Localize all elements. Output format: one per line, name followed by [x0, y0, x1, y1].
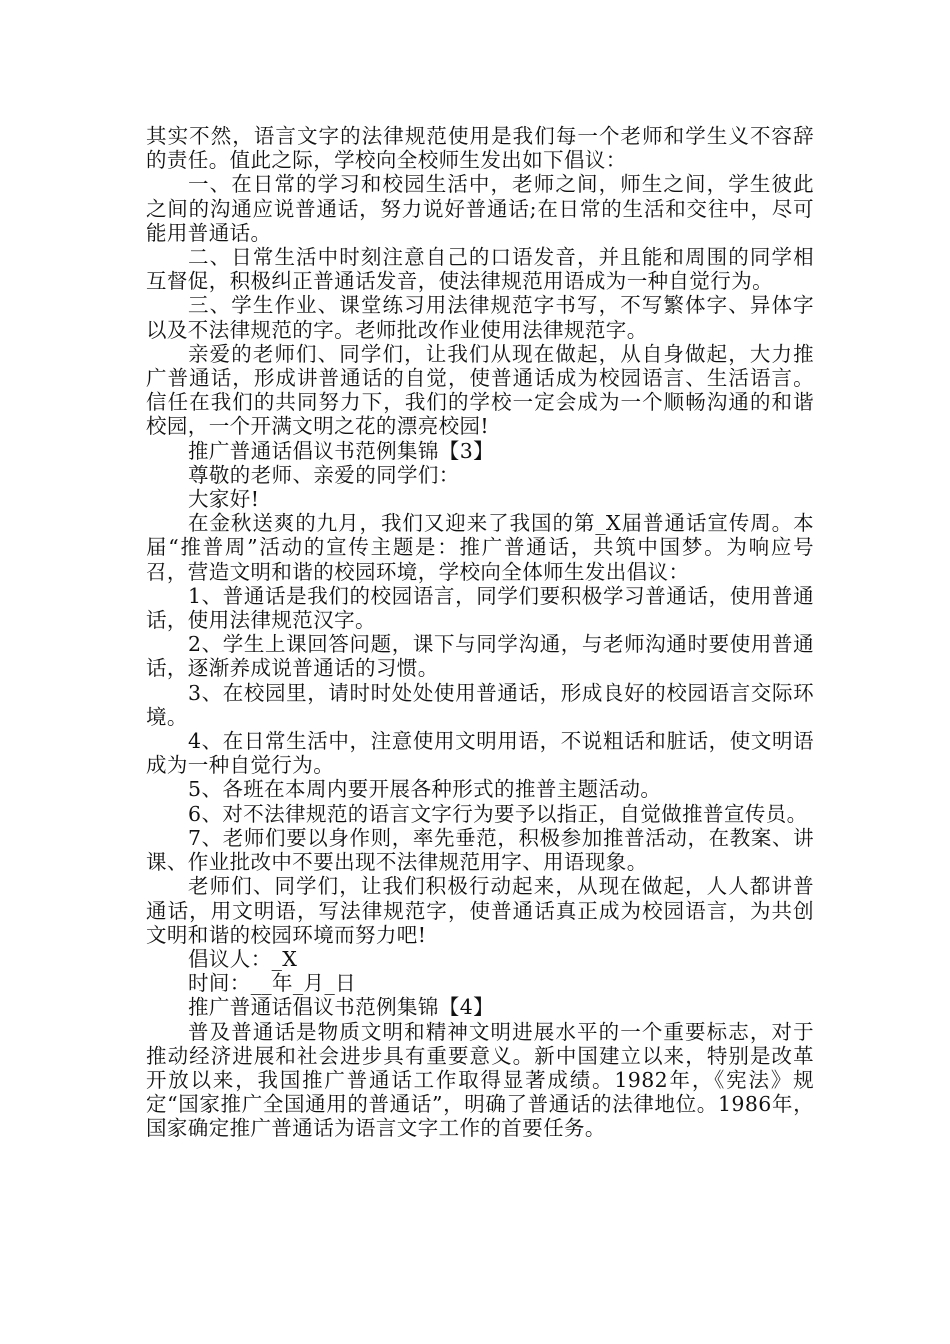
paragraph: 亲爱的老师们、同学们，让我们从现在做起，从自身做起，大力推广普通话，形成讲普通话的自觉，使普通话成为校园语言、生活语言。信任在我们的共同努力下，我们的学校一定会成为一个顺畅沟通的和谐校园，一个开满文明之花的漂亮校园! [146, 341, 814, 439]
paragraph: 5、各班在本周内要开展各种形式的推普主题活动。 [188, 777, 662, 802]
paragraph: 推广普通话倡议书范例集锦【3】 [188, 438, 495, 463]
paragraph: 三、学生作业、课堂练习用法律规范字书写，不写繁体字、异体字以及不法律规范的字。老师批改作业使用法律规范字。 [146, 293, 814, 342]
paragraph: 尊敬的老师、亲爱的同学们： [188, 462, 460, 487]
paragraph: 3、在校园里，请时时处处使用普通话，形成良好的校园语言交际环境。 [146, 680, 814, 729]
paragraph: 6、对不法律规范的语言文字行为要予以指正，自觉做推普宣传员。 [188, 801, 808, 826]
paragraph: 1、普通话是我们的校园语言，同学们要积极学习普通话，使用普通话，使用法律规范汉字。 [146, 583, 814, 633]
paragraph: 时间：__年_月_日 [188, 971, 356, 996]
paragraph: 2、学生上课回答问题，课下与同学沟通，与老师沟通时要使用普通话，逐渐养成说普通话的习惯。 [146, 632, 814, 681]
paragraph: 老师们、同学们，让我们积极行动起来，从现在做起，人人都讲普通话，用文明语，写法律规范字，使普通话真正成为校园语言，为共创文明和谐的校园环境而努力吧! [146, 874, 814, 947]
paragraph: 一、在日常的学习和校园生活中，老师之间，师生之间，学生彼此之间的沟通应说普通话，努力说好普通话;在日常的生活和交往中，尽可能用普通话。 [146, 172, 814, 245]
paragraph: 倡议人：_X [188, 946, 298, 971]
paragraph: 普及普通话是物质文明和精神文明进展水平的一个重要标志，对于推动经济进展和社会进步具有重要意义。新中国建立以来，特别是改革开放以来，我国推广普通话工作取得显著成绩。1982年，《宪法》规定“国家推广全国通用的普通话”，明确了普通话的法律地位。1986年，国家确定推广普通话为语言文字工作的首要任务。 [146, 1019, 814, 1141]
paragraph: 推广普通话倡议书范例集锦【4】 [188, 995, 495, 1020]
paragraph: 大家好! [188, 487, 260, 512]
document-body [146, 124, 814, 1141]
paragraph: 在金秋送爽的九月，我们又迎来了我国的第_X届普通话宣传周。本届“推普周”活动的宣传主题是：推广普通话，共筑中国梦。为响应号召，营造文明和谐的校园环境，学校向全体师生发出倡议： [146, 511, 814, 584]
paragraph: 4、在日常生活中，注意使用文明用语，不说粗话和脏话，使文明语成为一种自觉行为。 [146, 729, 814, 778]
paragraph: 二、日常生活中时刻注意自己的口语发音，并且能和周围的同学相互督促，积极纠正普通话发音，使法律规范用语成为一种自觉行为。 [146, 245, 814, 294]
paragraph: 7、老师们要以身作则，率先垂范，积极参加推普活动，在教案、讲课、作业批改中不要出现不法律规范用字、用语现象。 [146, 825, 814, 875]
paragraph: 其实不然，语言文字的法律规范使用是我们每一个老师和学生义不容辞的责任。值此之际，学校向全校师生发出如下倡议： [146, 124, 814, 173]
